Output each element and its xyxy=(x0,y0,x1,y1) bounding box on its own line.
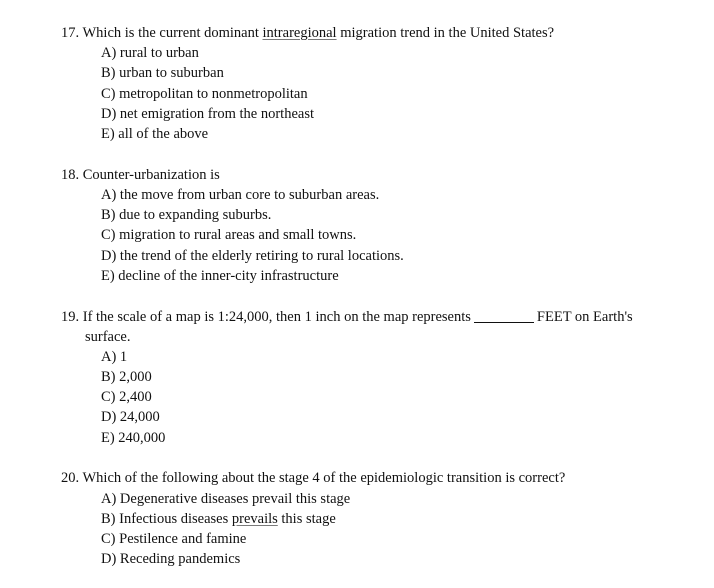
question-19-option-c: C) 2,400 xyxy=(101,389,152,405)
question-19-option-b: B) 2,000 xyxy=(101,369,152,385)
question-19-stem: 19. If the scale of a map is 1:24,000, then 1 inch on the map represents FEET on Earth's xyxy=(61,309,633,325)
question-18-option-b: B) due to expanding suburbs. xyxy=(101,207,272,223)
question-number: 19. xyxy=(61,309,80,325)
question-20-option-c: C) Pestilence and famine xyxy=(101,531,247,547)
question-18-stem: 18. Counter-urbanization is xyxy=(61,167,220,183)
question-20-stem: 20. Which of the following about the stage 4 of the epidemiologic transition is correct? xyxy=(61,470,566,486)
question-number: 18. xyxy=(61,167,80,183)
question-20-option-d: D) Receding pandemics xyxy=(101,551,241,567)
question-17-option-b: B) urban to suburban xyxy=(101,65,224,81)
question-19-stem-continuation: surface. xyxy=(85,329,131,345)
question-18-option-d: D) the trend of the elderly retiring to rural locations. xyxy=(101,248,404,264)
question-17-option-e: E) all of the above xyxy=(101,126,209,142)
question-20-option-b: B) Infectious diseases prevails this stage xyxy=(101,511,336,527)
question-17-option-c: C) metropolitan to nonmetropolitan xyxy=(101,86,308,102)
underlined-term: intraregional xyxy=(262,25,337,41)
question-number: 17. xyxy=(61,25,80,41)
question-18-option-c: C) migration to rural areas and small towns. xyxy=(101,227,357,243)
question-19-option-a: A) 1 xyxy=(101,349,128,365)
question-17-option-d: D) net emigration from the northeast xyxy=(101,106,315,122)
question-19-option-d: D) 24,000 xyxy=(101,409,160,425)
question-17-option-a: A) rural to urban xyxy=(101,45,199,61)
question-17-stem: 17. Which is the current dominant intraregional migration trend in the United States? xyxy=(61,25,555,41)
question-19-option-e: E) 240,000 xyxy=(101,430,166,446)
question-20-option-a: A) Degenerative diseases prevail this stage xyxy=(101,491,351,507)
question-number: 20. xyxy=(61,470,80,486)
underlined-term: prevails xyxy=(231,511,278,527)
answer-blank xyxy=(474,308,534,323)
question-18-option-a: A) the move from urban core to suburban areas. xyxy=(101,187,380,203)
question-18-option-e: E) decline of the inner-city infrastructure xyxy=(101,268,339,284)
